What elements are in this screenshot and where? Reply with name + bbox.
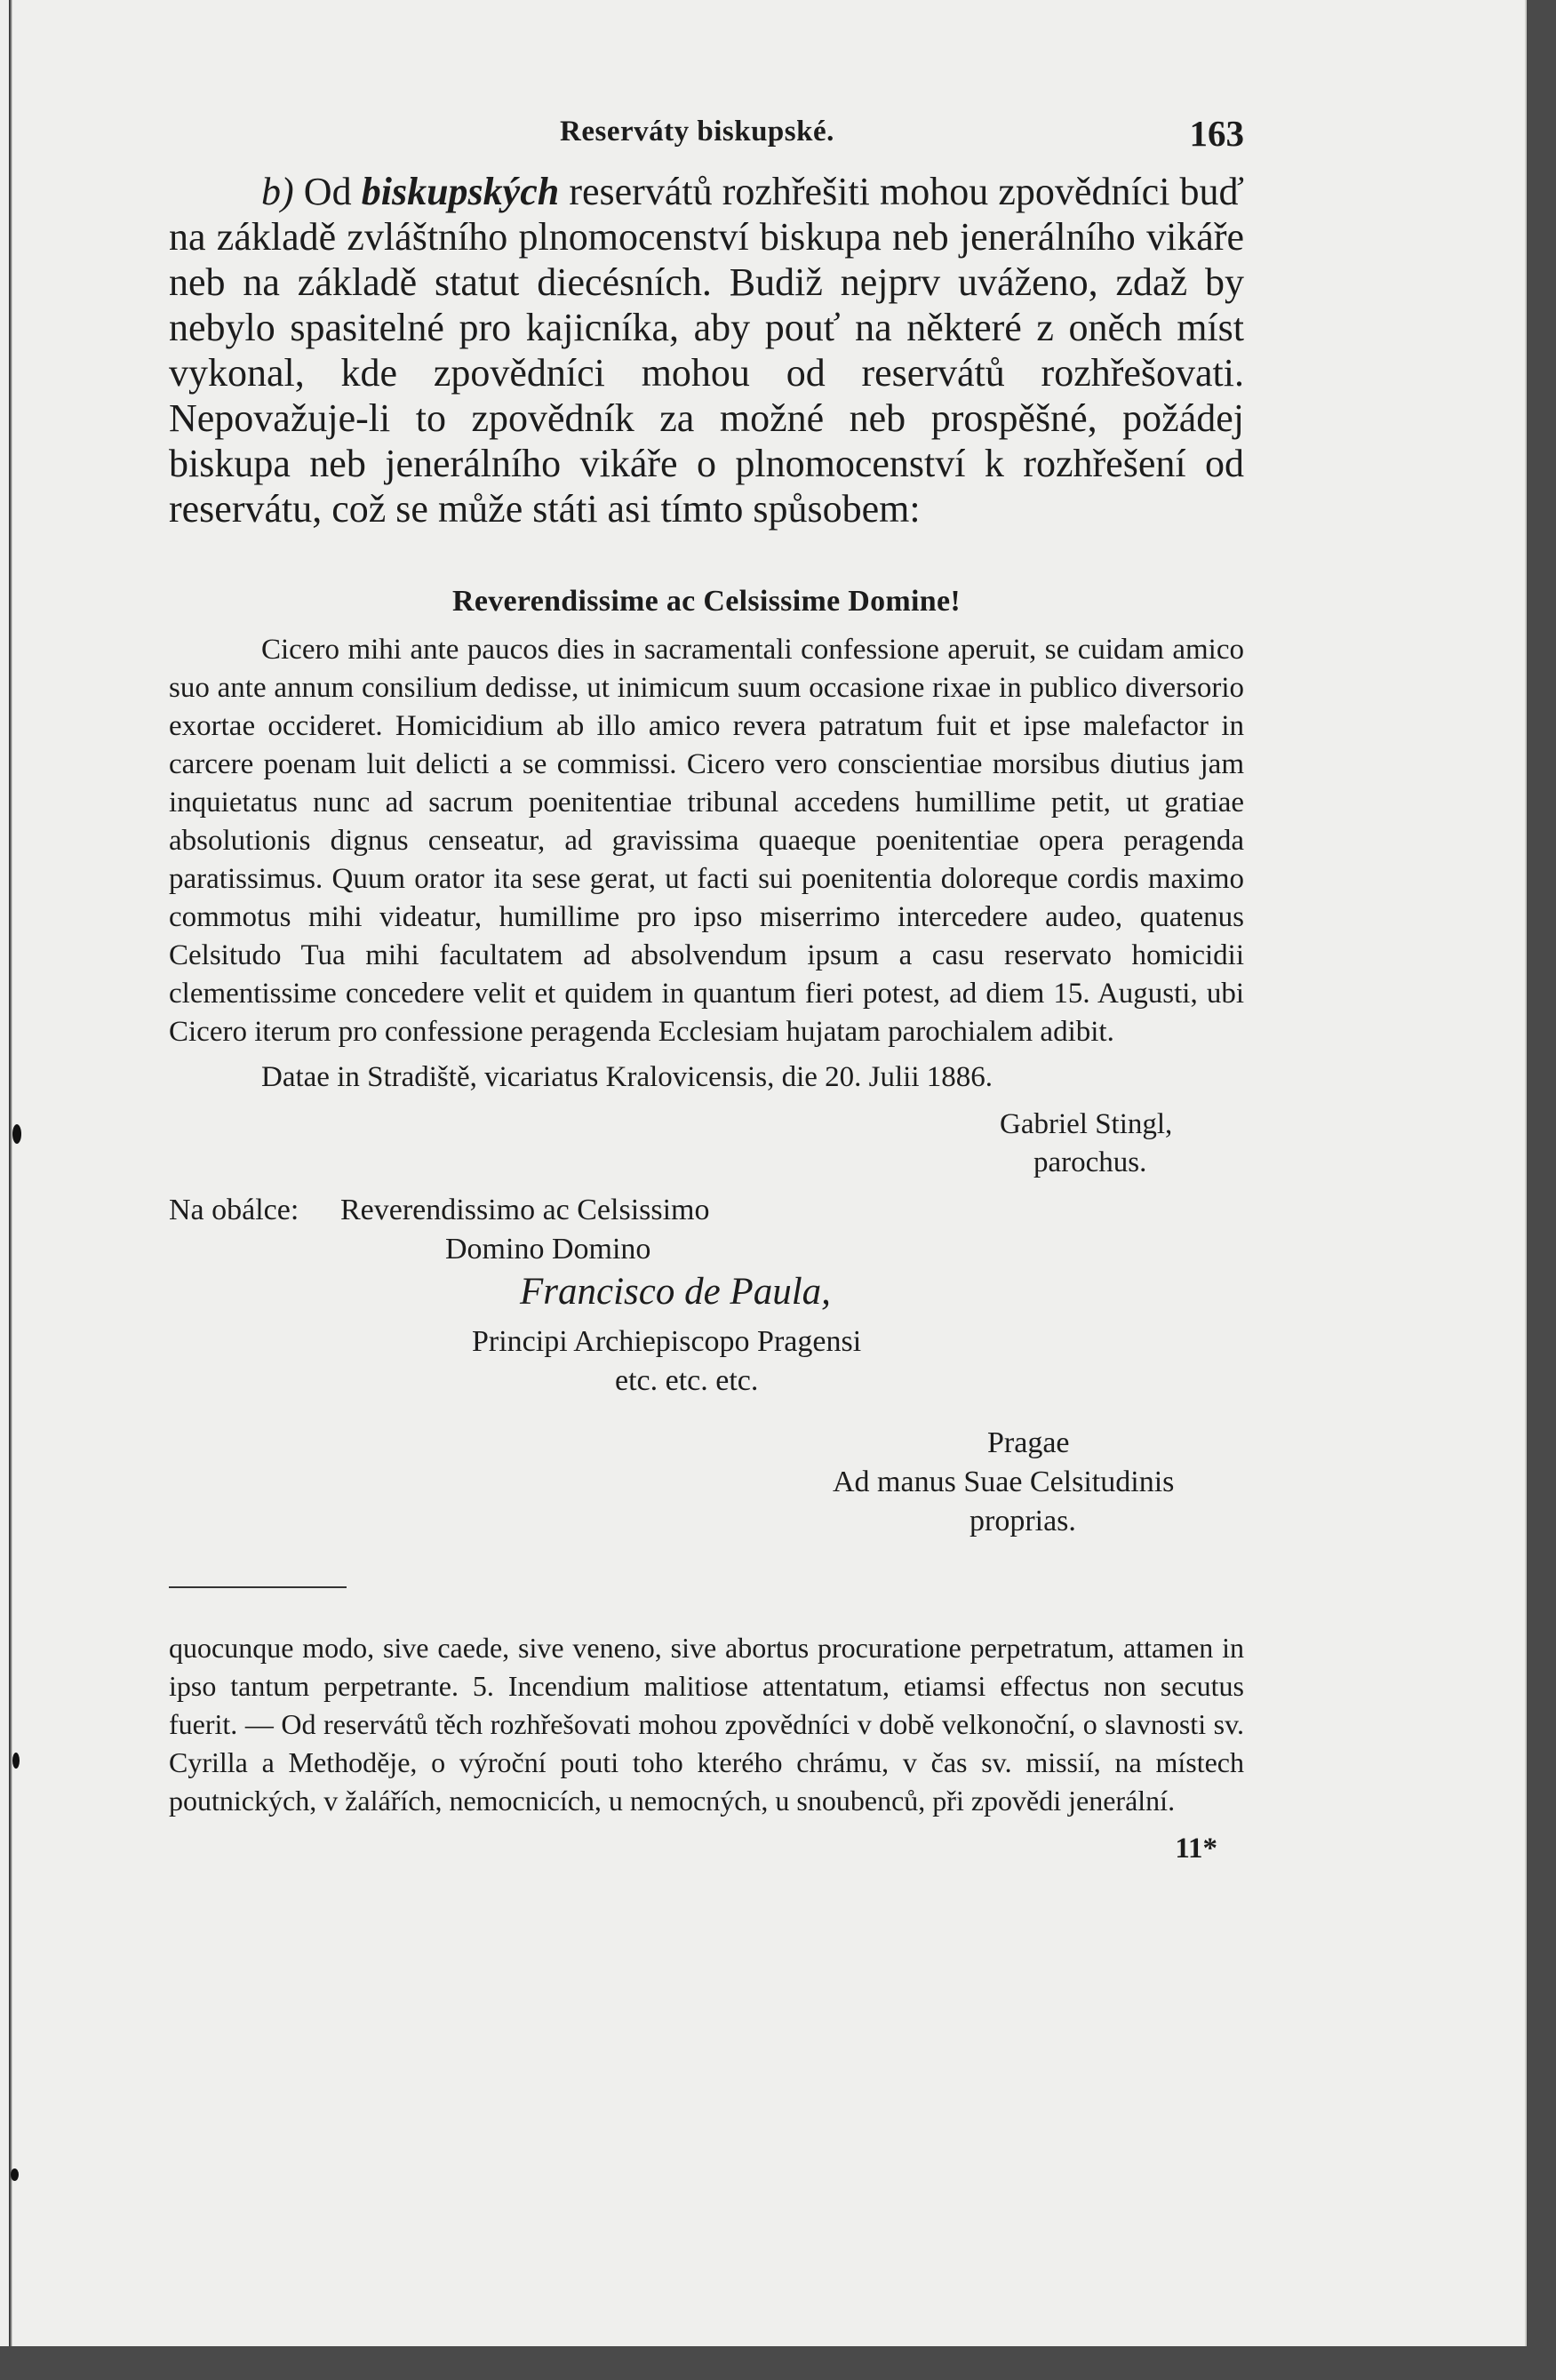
letter-body [169, 631, 1244, 1051]
envelope-etc: etc. etc. etc. [615, 1364, 759, 1397]
envelope-title: Principi Archiepiscopo Pragensi [472, 1325, 862, 1358]
envelope-addressee-line1: Reverendissimo ac Celsissimo [340, 1194, 710, 1226]
scan-speck [12, 1124, 21, 1144]
footnote-rule [169, 1586, 347, 1588]
main-paragraph [169, 169, 1244, 531]
running-header [169, 113, 1244, 169]
page-binding-edge [9, 0, 12, 2346]
envelope-manus: Ad manus Suae Celsitudinis [833, 1466, 1175, 1498]
paragraph-emphasis: biskupských [361, 170, 560, 213]
signature-name: Gabriel Stingl, [1000, 1108, 1173, 1140]
envelope-label: Na obálce: [169, 1194, 299, 1226]
signature-role: parochus. [1033, 1146, 1147, 1178]
paragraph-text: reservátů rozhřešiti mohou zpovědníci buď na základě zvláštního plnomocenství biskupa neb jenerálního vikáře neb na základě statut diecésních. Budiž nejprv uváženo, zdaž by nebylo spasitelné pro kajicníka, aby pouť na některé z oněch míst vykonal, kde zpovědníci mohou od reservátů rozhřešovati. Nepovažuje-li to zpovědník za možné neb prospěšné, požádej biskupa neb jenerálního vikáře o plnomocenství k rozhřešení od reservátu, což se může státi asi tímto spůsobem: [169, 170, 1245, 531]
letter-salutation: Reverendissime ac Celsissime Domine! [451, 585, 961, 618]
letter-body-text: Cicero mihi ante paucos dies in sacramentali confessione aperuit, se cuidam amico suo ante annum consilium dedisse, ut inimicum suum occasione rixae in publico diversorio exortae occideret. Homicidium ab illo amico revera patratum fuit et ipse malefactor in carcere poenam luit delicti a se commissi. Cicero vero conscientiae morsibus diutius jam inquietatus nunc ad sacrum poenitentiae tribunal accedens humillime petit, ut gratiae absolutionis dignus censeatur, ad gravissima quaeque poenitentiae opera peragenda paratissimus. Quum orator ita sese gerat, ut facti sui poenitentia doloreque cordis maximo commotus mihi videatur, humillime pro ipso miserrimo intercedere audeo, quatenus Celsitudo Tua mihi facultatem ad absolvendum ipsum a casu reservato homicidii clementissime concedere velit et quidem in quantum fieri potest, ad diem 15. Augusti, ubi Cicero iterum pro confessione peragenda Ecclesiam hujatam parochialem adibit. [169, 634, 1244, 1048]
envelope-propria: proprias. [970, 1505, 1076, 1537]
letter-signature [1000, 1106, 1244, 1182]
letter-date-line: Datae in Stradiště, vicariatus Kralovicensis, die 20. Julii 1886. [261, 1061, 993, 1093]
page-number: 163 [1189, 113, 1244, 154]
envelope-name: Francisco de Paula, [520, 1271, 831, 1313]
signature-mark: 11* [1175, 1833, 1217, 1865]
paragraph-marker: b) [261, 170, 294, 213]
envelope-city: Pragae [987, 1426, 1070, 1459]
footnote: quocunque modo, sive caede, sive veneno, sive abortus procuratione perpetratum, attamen in ipso tantum perpetrante. 5. Incendium malitiose attentatum, etiamsi effectus non secutus fuerit. — Od reservátů těch rozhřešovati mohou zpovědníci v době velkonoční, o slavnosti sv. Cyrilla a Methoděje, o výroční pouti toho kterého chrámu, v čas sv. missií, na místech poutnických, v žalářích, nemocnicích, u nemocných, u snoubenců, při zpovědi jenerální. [169, 1632, 1244, 1817]
envelope-address [169, 1191, 1244, 1551]
page-content [169, 113, 1245, 1865]
scan-speck [12, 1753, 20, 1769]
scan-speck [11, 2168, 19, 2181]
paragraph-lead: Od [303, 170, 352, 213]
running-title: Reserváty biskupské. [560, 116, 834, 148]
envelope-addressee-line2: Domino Domino [445, 1233, 651, 1266]
